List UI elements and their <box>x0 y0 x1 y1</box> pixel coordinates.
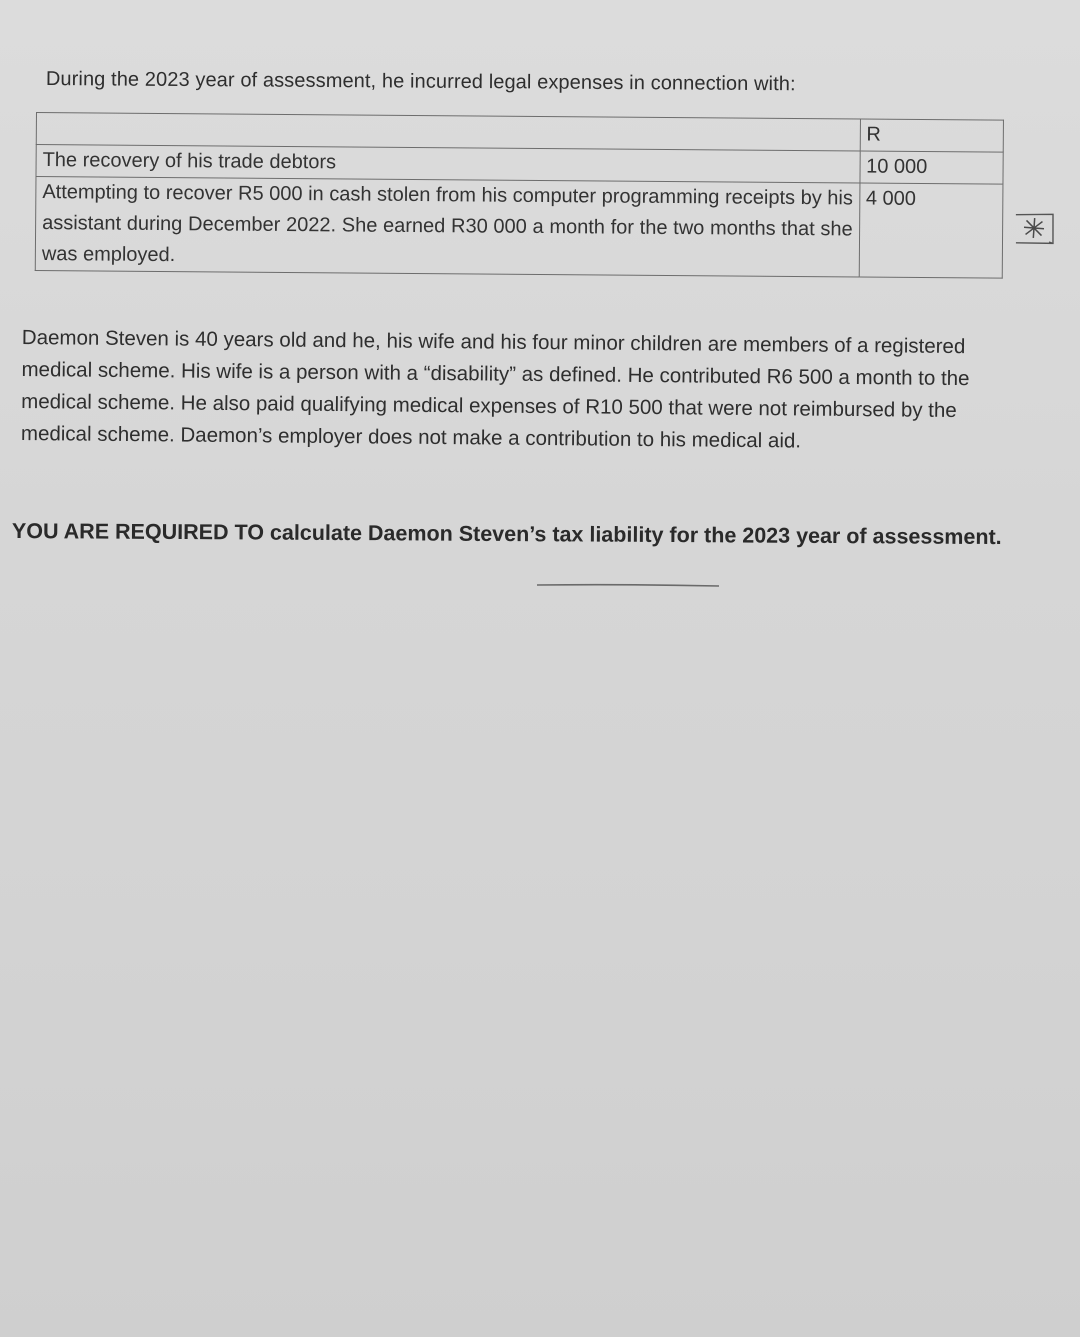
expense-amount: 10 000 <box>860 151 1004 184</box>
table-row <box>35 177 1003 279</box>
pen-underline-mark <box>536 574 720 578</box>
required-instruction: YOU ARE REQUIRED TO calculate Daemon Steven’s tax liability for the 2023 year of assessment. <box>11 519 1002 550</box>
legal-expenses-table-wrap <box>35 112 1004 286</box>
expense-description: Attempting to recover R5 000 in cash stolen from his computer programming receipts by his assistant during December 2022. She earned R30 000 a month for the two months that she was employed. <box>35 177 859 277</box>
expense-description: The recovery of his trade debtors <box>36 145 860 183</box>
currency-header: R <box>860 119 1004 152</box>
legal-expenses-table <box>35 112 1004 279</box>
expense-amount: 4 000 <box>859 183 1003 278</box>
star-icon <box>1011 209 1057 248</box>
intro-text: During the 2023 year of assessment, he incurred legal expenses in connection with: <box>45 68 796 96</box>
medical-scheme-paragraph: Daemon Steven is 40 years old and he, his wife and his four minor children are members of a registered medical scheme. His wife is a person with a “disability” as defined. He contributed R6 500 a month to the medical scheme. He also paid qualifying medical expenses of R10 500 that were not reimbursed by the medical scheme. Daemon’s employer does not make a contribution to his medical aid. <box>20 325 970 453</box>
